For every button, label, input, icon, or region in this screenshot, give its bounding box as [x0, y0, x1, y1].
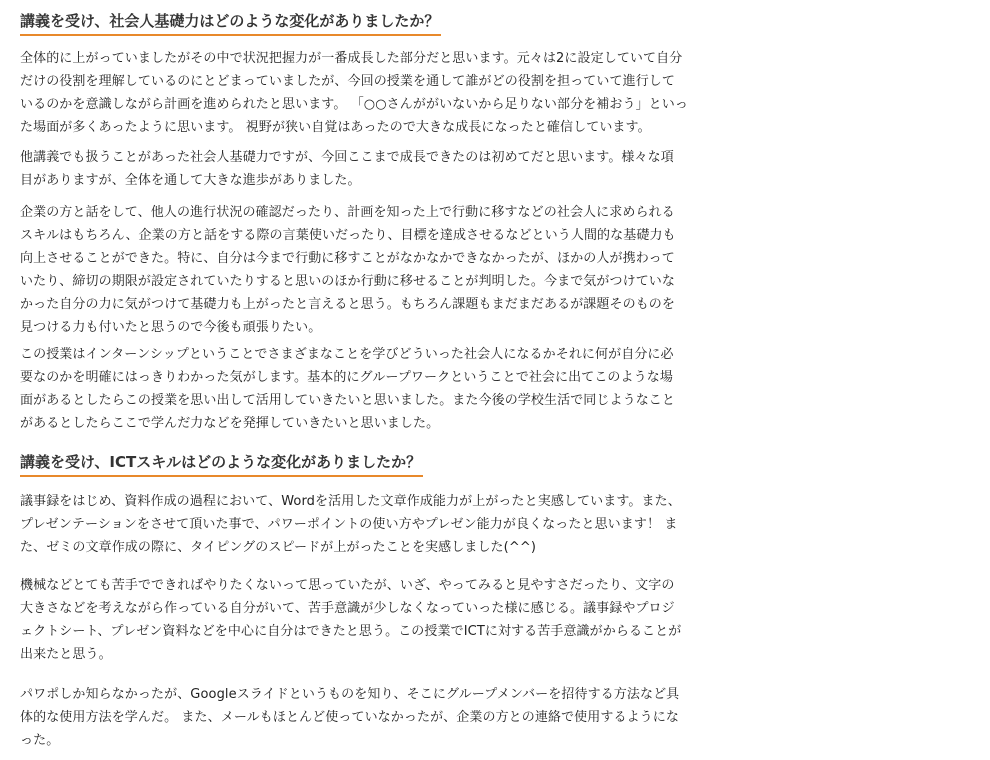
text-line: た場面が多くあったように思います。 視野が狭い自覚はあったので大きな成長になったと確信しています。 — [20, 120, 651, 135]
text-line: 目がありますが、全体を通して大きな進歩がありました。 — [20, 173, 361, 188]
text-line: かった自分の力に気がつけて基礎力も上がったと言えると思う。もちろん課題もまだまだあるが課題そのものを — [20, 297, 676, 312]
text-line: た、ゼミの文章作成の際に、タイピングのスピードが上がったことを実感しました(^^) — [20, 540, 536, 555]
text-line: スキルはもちろん、企業の方と話をする際の言葉使いだったり、目標を達成させるなどという人間的な基礎力も — [20, 228, 676, 243]
answer-paragraph — [20, 47, 782, 139]
text-line: った。 — [20, 733, 60, 748]
text-line: プレゼンテーションをさせて頂いた事で、パワーポイントの使い方やプレゼン能力が良くなったと思います！ ま — [20, 517, 678, 532]
text-line: 面があるとしたらこの授業を思い出して活用していきたいと思いました。また今後の学校生活で同じようなこと — [20, 393, 676, 408]
answer-paragraph — [20, 683, 782, 752]
text-line: 大きさなどを考えながら作っている自分がいて、苦手意識が少しなくなっていった様に感じる。議事録やプロジ — [20, 601, 675, 616]
text-line: いたり、締切の期限が設定されていたりすると思いのほか行動に移せることが判明した。今まで気がつけていな — [20, 274, 676, 289]
section-heading: 講義を受け、ICTスキルはどのような変化がありましたか？ — [20, 451, 423, 477]
section-ict-skills — [20, 451, 782, 477]
text-line: パワポしか知らなかったが、Googleスライドというものを知り、そこにグループメンバーを招待する方法など具 — [20, 687, 680, 702]
answer-paragraph — [20, 343, 782, 435]
text-line: いるのかを意識しながら計画を進められたと思います。 「○○さんががいないから足りない部分を補おう」といっ — [20, 97, 688, 112]
answer-paragraph — [20, 146, 782, 192]
section-heading: 講義を受け、社会人基礎力はどのような変化がありましたか？ — [20, 10, 441, 36]
answer-paragraph — [20, 201, 782, 339]
text-line: 他講義でも扱うことがあった社会人基礎力ですが、今回ここまで成長できたのは初めてだと思います。様々な項 — [20, 150, 674, 165]
text-line: があるとしたらここで学んだ力などを発揮していきたいと思いました。 — [20, 416, 440, 431]
text-line: 企業の方と話をして、他人の進行状況の確認だったり、計画を知った上で行動に移すなどの社会人に求められる — [20, 205, 675, 220]
answer-paragraph — [20, 574, 782, 666]
text-line: 出来たと思う。 — [20, 647, 112, 662]
answer-paragraph — [20, 490, 782, 559]
text-line: 要なのかを明確にはっきりわかった気がします。基本的にグループワークということで社会に出てこのような場 — [20, 370, 673, 385]
text-line: 全体的に上がっていましたがその中で状況把握力が一番成長した部分だと思います。元々は2に設定していて自分 — [20, 51, 683, 66]
text-line: 見つける力も付いたと思うので今後も頑張りたい。 — [20, 320, 322, 335]
section-social-skills — [20, 10, 782, 36]
text-line: 体的な使用方法を学んだ。 また、メールもほとんど使っていなかったが、企業の方との連絡で使用するようにな — [20, 710, 679, 725]
text-line: だけの役割を理解しているのにとどまっていましたが、今回の授業を通して誰がどの役割を担っていて進行して — [20, 74, 676, 89]
text-line: 議事録をはじめ、資料作成の過程において、Wordを活用した文章作成能力が上がったと実感しています。また、 — [20, 494, 681, 509]
text-line: 機械などとても苦手でできればやりたくないって思っていたが、いざ、やってみると見やすさだったり、文字の — [20, 578, 675, 593]
text-line: この授業はインターンシップということでさまざまなことを学びどういった社会人になるかそれに何が自分に必 — [20, 347, 674, 362]
text-line: 向上させることができた。特に、自分は今まで行動に移すことがなかなかできなかったが、ほかの人が携わって — [20, 251, 675, 266]
text-line: ェクトシート、プレゼン資料などを中心に自分はできたと思う。この授業でICTに対する苦手意識がからることが — [20, 624, 682, 639]
